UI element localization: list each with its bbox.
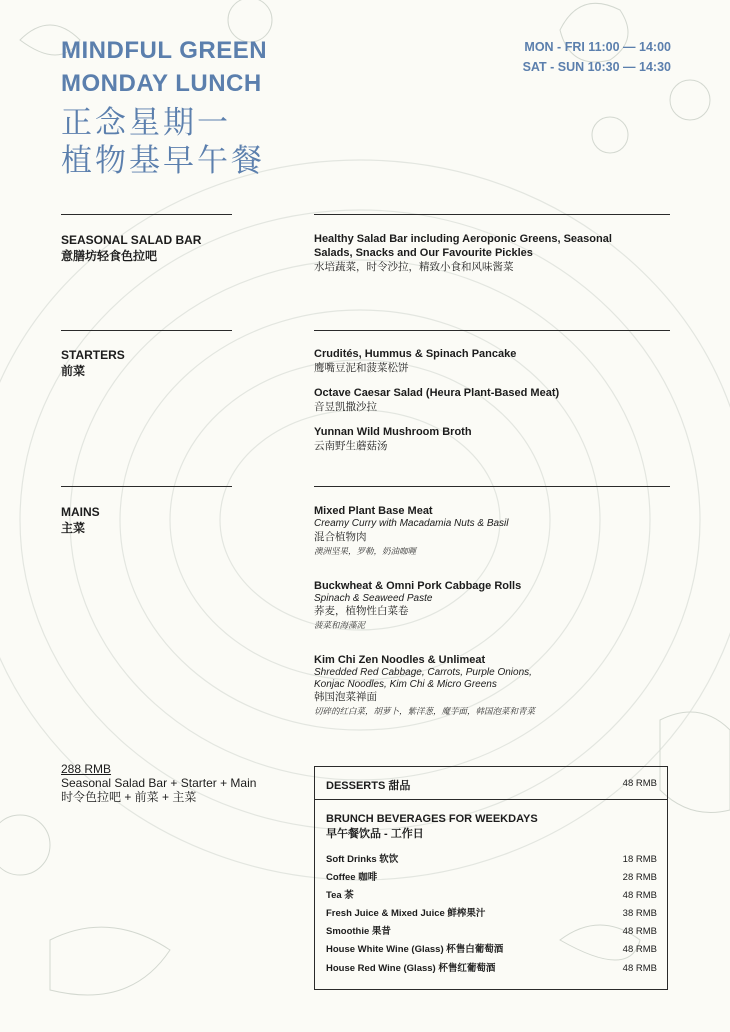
item-desc-en: Creamy Curry with Macadamia Nuts & Basil [314,518,509,529]
beverage-price: 48 RMB [622,944,657,956]
beverages-title [326,812,538,842]
extras-box [314,766,668,990]
menu-title-cn [61,104,265,180]
menu-item [314,653,644,718]
section-label-cn: 意膳坊轻食色拉吧 [61,249,158,263]
set-price-desc-cn: 时令色拉吧 + 前菜 + 主菜 [61,790,197,804]
beverage-name: Coffee 咖啡 [326,872,378,884]
mains-list [314,504,644,728]
starters-list [314,347,644,464]
salad-bar-desc-en: Healthy Salad Bar including Aeroponic Greens, Seasonal Salads, Snacks and Our Favourite Pickles [314,233,612,259]
list-item [326,943,657,961]
list-item [326,925,657,943]
divider [61,214,232,215]
section-label-cn: 主菜 [61,521,86,535]
menu-title-line2: MONDAY LUNCH [61,70,262,97]
menu-title [61,34,267,100]
beverage-price: 48 RMB [622,962,657,974]
list-item [326,871,657,889]
set-price-desc-en: Seasonal Salad Bar + Starter + Main [61,776,257,790]
item-desc-cn: 澳洲坚果，罗勒，奶油咖喱 [314,545,417,556]
hours-weekday: MON - FRI 11:00 — 14:00 [524,40,671,54]
desserts-label: DESSERTS 甜品 [326,780,411,792]
beverage-price: 18 RMB [622,854,657,865]
salad-bar-desc-cn: 水培蔬菜，时令沙拉，精致小食和风味酱菜 [314,261,514,273]
beverage-name: Fresh Juice & Mixed Juice 鲜榨果汁 [326,908,486,920]
item-name-cn: 荞麦，植物性白菜卷 [314,605,409,617]
menu-item [314,347,644,376]
list-item [326,907,657,925]
item-name-en: Yunnan Wild Mushroom Broth [314,426,472,438]
desserts-row [315,767,667,800]
item-name-cn: 鹰嘴豆泥和菠菜松饼 [314,362,409,374]
beverages-title-cn: 早午餐饮品 - 工作日 [326,828,424,840]
divider [61,330,232,331]
item-name-cn: 云南野生蘑菇汤 [314,440,388,452]
beverage-name: Tea 茶 [326,890,354,902]
list-item [326,962,657,980]
section-label-cn: 前菜 [61,364,86,378]
set-price-amount: 288 RMB [61,762,112,776]
section-label-en: SEASONAL SALAD BAR [61,233,202,247]
beverage-name: Soft Drinks 软饮 [326,854,399,865]
beverage-price: 38 RMB [622,908,657,920]
beverage-price: 48 RMB [622,926,657,938]
desserts-price: 48 RMB [622,778,657,789]
section-label-salad-bar [61,232,201,264]
section-label-mains [61,504,100,536]
menu-item [314,425,644,454]
menu-item [314,504,644,558]
menu-title-line1: MINDFUL GREEN [61,37,268,64]
beverage-list [326,853,657,980]
beverages-title-en: BRUNCH BEVERAGES FOR WEEKDAYS [326,813,538,825]
hours-weekend: SAT - SUN 10:30 — 14:30 [522,60,671,74]
salad-bar-description [314,232,644,275]
section-label-en: MAINS [61,505,100,519]
beverage-name: House White Wine (Glass) 杯售白葡萄酒 [326,944,504,956]
item-name-en: Kim Chi Zen Noodles & Unlimeat [314,654,486,666]
section-label-en: STARTERS [61,348,125,362]
menu-title-cn-line2: 植物基早午餐 [61,143,265,178]
item-desc-cn: 切碎的红白菜，胡萝卜，紫洋葱，魔芋面，韩国泡菜和青菜 [314,706,536,716]
divider [314,330,670,331]
item-desc-en: Shredded Red Cabbage, Carrots, Purple Onions, Konjac Noodles, Kim Chi & Micro Greens [314,667,532,690]
item-name-en: Mixed Plant Base Meat [314,505,433,517]
beverage-name: House Red Wine (Glass) 杯售红葡萄酒 [326,962,496,974]
divider [61,486,232,487]
item-name-cn: 韩国泡菜禅面 [314,691,377,703]
menu-item [314,579,644,633]
beverage-name: Smoothie 果昔 [326,926,391,938]
item-name-cn: 音昱凯撒沙拉 [314,401,377,413]
menu-title-cn-line1: 正念星期一 [61,105,231,140]
list-item [326,853,657,871]
divider [314,214,670,215]
item-name-cn: 混合植物肉 [314,530,367,543]
item-desc-cn: 菠菜和海藻泥 [314,620,366,630]
item-desc-en: Spinach & Seaweed Paste [314,592,433,604]
section-label-starters [61,347,125,379]
opening-hours [523,37,671,77]
beverage-price: 28 RMB [622,872,657,884]
set-price [61,762,256,804]
divider [314,486,670,487]
item-name-en: Octave Caesar Salad (Heura Plant-Based Meat) [314,387,560,399]
list-item [326,889,657,907]
item-name-en: Crudités, Hummus & Spinach Pancake [314,348,517,360]
item-name-en: Buckwheat & Omni Pork Cabbage Rolls [314,579,522,592]
beverage-price: 48 RMB [622,890,657,902]
menu-item [314,386,644,415]
